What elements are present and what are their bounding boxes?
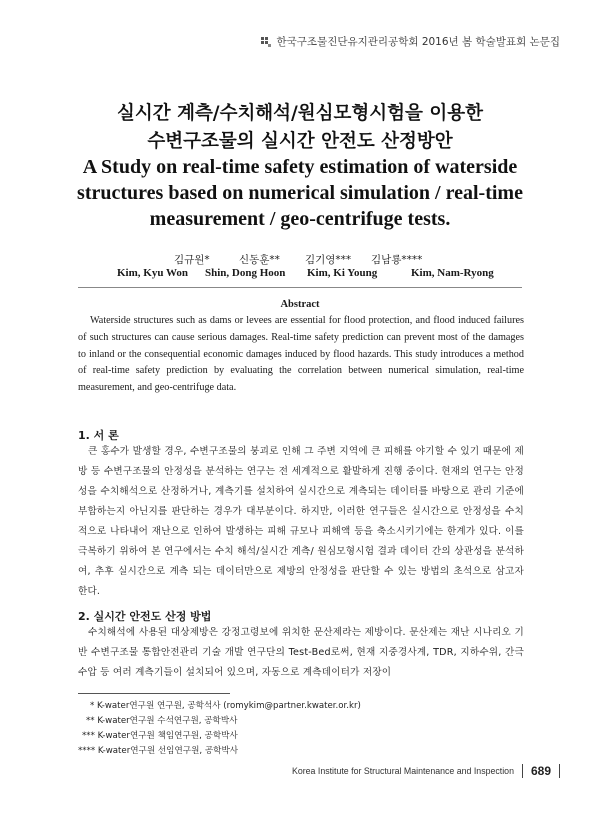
korean-title (0, 100, 600, 156)
abstract-heading: Abstract (280, 299, 320, 310)
author-name-korean: 김남룡**** (371, 254, 423, 266)
section-text-method: 수치해석에 사용된 대상제방은 강정고령보에 위치한 문산제라는 제방이다. 문산제는 재난 시나리오 기반 수변구조물 통합안전관리 기술 개발 연구단의 Test-Bed로써, 현재 지중경사계, TDR, 지하수위, 간극수압 등 여러 계측기들이 설치되어 있으며, 자동으로 계측데이터가 저장이 (78, 627, 524, 678)
author-name-english: Kim, Ki Young (307, 267, 378, 279)
author-footnotes (78, 699, 498, 759)
section-heading-method: 2. 실시간 안전도 산정 방법 (78, 610, 212, 623)
korean-title-line: 수변구조물의 실시간 안전도 산정방안 (147, 131, 453, 152)
journal-header (261, 34, 560, 49)
english-title-line: structures based on numerical simulation / real-time (77, 182, 523, 204)
author-name-korean: 신동훈** (239, 254, 280, 266)
author-name-korean: 김규원* (174, 254, 210, 266)
journal-logo-icon (261, 37, 271, 47)
footnote-divider (78, 693, 230, 694)
footnote: *** K-water연구원 책임연구원, 공학박사 (82, 731, 238, 741)
english-title-line: measurement / geo-centrifuge tests. (149, 208, 451, 230)
author-name-english: Shin, Dong Hoon (205, 267, 286, 279)
abstract-text: Waterside structures such as dams or levees are essential for flood protection, and flood induced failures of such structures can cause serious damages. Real-time safety prediction can prevent most of the damages to inland or the consequential economic damages induced by flood hazards. This study introduces a method of real-time safety prediction by evaluating the correlation between numerical simulation, real-time measurement, and geo-centrifuge data. (78, 315, 524, 394)
korean-title-line: 실시간 계측/수치해석/원심모형시험을 이용한 (117, 103, 483, 124)
footer-organization: Korea Institute for Structural Maintenance and Inspection (291, 766, 514, 776)
author-name-korean: 김기영*** (305, 254, 352, 266)
page-number: 689 (530, 764, 551, 778)
english-title (70, 154, 530, 232)
footnote: ** K-water연구원 수석연구원, 공학박사 (86, 716, 238, 726)
title-divider (78, 287, 522, 288)
section-text-introduction: 큰 홍수가 발생할 경우, 수변구조물의 붕괴로 인해 그 주변 지역에 큰 피해를 야기할 수 있기 때문에 제방 등 수변구조물의 안정성을 분석하는 연구는 전 세계적으로 활발하게 진행 중이다. 현재의 연구는 안정성을 수치해석으로 산정하거나, 계측기를 설치하여 실시간으로 계측되는 데이터를 바탕으로 관리 기준에 부합하는지 아닌지를 판단하는 경우가 대부분이다. 하지만, 이러한 연구들은 실시간으로 안정성을 수치적으로 나타내어 재난으로 인하여 발생하는 피해 규모나 피해액 등을 축소시키기에는 한계가 있다. 이를 극복하기 위하여 본 연구에서는 수치 해석/실시간 계측/ 원심모형시험 결과 데이터 간의 상관성을 분석하여, 추후 실시간으로 계측 되는 데이터만으로 제방의 안정성을 판단할 수 있는 방법의 초석으로 삼고자 한다. (78, 446, 524, 597)
page-footer (292, 764, 560, 778)
footnote: * K-water연구원 연구원, 공학석사 (romykim@partner.kwater.or.kr) (90, 701, 361, 711)
journal-line: 한국구조물진단유지관리공학회 2016년 봄 학술발표회 논문집 (276, 36, 560, 48)
footer-separator (522, 764, 523, 778)
author-name-english: Kim, Kyu Won (117, 267, 189, 279)
english-title-line: A Study on real-time safety estimation of waterside (82, 156, 518, 178)
footer-separator (559, 764, 560, 778)
section-heading-introduction: 1. 서 론 (78, 429, 119, 442)
footnote: **** K-water연구원 선임연구원, 공학박사 (78, 746, 239, 756)
author-name-english: Kim, Nam-Ryong (411, 267, 494, 279)
